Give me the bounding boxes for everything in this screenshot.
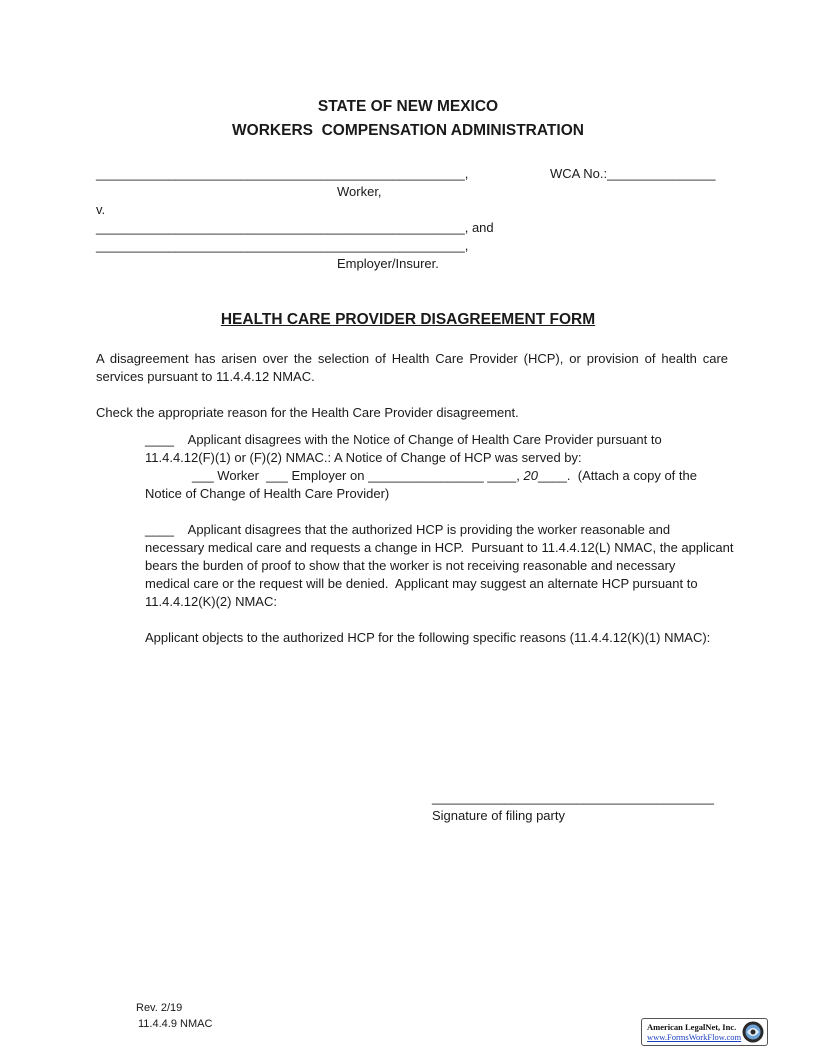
header-state: STATE OF NEW MEXICO [317, 98, 499, 115]
option2-line2: necessary medical care and requests a change in HCP. Pursuant to 11.4.4.12(L) NMAC, the applicant [145, 540, 734, 555]
logo-website-link[interactable]: www.FormsWorkFlow.com [647, 1032, 742, 1042]
option1-service-line[interactable] [192, 467, 697, 485]
option2-line1[interactable]: ____ Applicant disagrees that the authorized HCP is providing the worker reasonable and [145, 522, 671, 537]
instruction-text: Check the appropriate reason for the Health Care Provider disagreement. [96, 405, 519, 420]
footer-revision: Rev. 2/19 [136, 1002, 183, 1014]
logo-company-name: American LegalNet, Inc. [647, 1022, 737, 1032]
option1-line1[interactable]: ____ Applicant disagrees with the Notice of Change of Health Care Provider pursuant to [145, 432, 662, 447]
option1-line2: 11.4.4.12(F)(1) or (F)(2) NMAC.: A Notice of Change of HCP was served by: [145, 450, 582, 465]
option2-line3: bears the burden of proof to show that the worker is not receiving reasonable and necessary [145, 558, 676, 573]
option1-year-attach[interactable]: ____. (Attach a copy of the [537, 468, 697, 483]
option1-century: 20 [523, 468, 538, 483]
signature-line[interactable]: _______________________________________ [432, 790, 714, 805]
insurer-name-line[interactable]: ___________________________________________________, [96, 238, 469, 253]
wca-number-field[interactable]: WCA No.:_______________ [550, 166, 716, 181]
employer-name-line[interactable]: ___________________________________________________, and [96, 220, 494, 235]
worker-label: Worker, [337, 184, 382, 199]
objection-text: Applicant objects to the authorized HCP for the following specific reasons (11.4.4.12(K)(1) NMAC): [145, 630, 711, 645]
footer-rule: 11.4.4.9 NMAC [138, 1018, 213, 1030]
worker-name-line[interactable]: ___________________________________________________, [96, 166, 469, 181]
option2-line4: medical care or the request will be denied. Applicant may suggest an alternate HCP pursuant to [145, 576, 698, 591]
option1-service-fields[interactable]: ___ Worker ___ Employer on ________________ ____, [192, 468, 524, 483]
option1-line4: Notice of Change of Health Care Provider) [145, 486, 390, 501]
globe-icon [741, 1020, 765, 1044]
option2-line5: 11.4.4.12(K)(2) NMAC: [145, 594, 277, 609]
intro-paragraph: A disagreement has arisen over the selection of Health Care Provider (HCP), or provision of health care services pursuant to 11.4.4.12 NMAC. [96, 351, 728, 384]
versus-label: v. [96, 202, 106, 217]
form-title: HEALTH CARE PROVIDER DISAGREEMENT FORM [220, 311, 596, 328]
header-agency: WORKERS COMPENSATION ADMINISTRATION [232, 122, 584, 139]
employer-insurer-label: Employer/Insurer. [337, 256, 439, 271]
american-legalnet-logo[interactable] [641, 1018, 768, 1046]
signature-label: Signature of filing party [432, 808, 565, 823]
